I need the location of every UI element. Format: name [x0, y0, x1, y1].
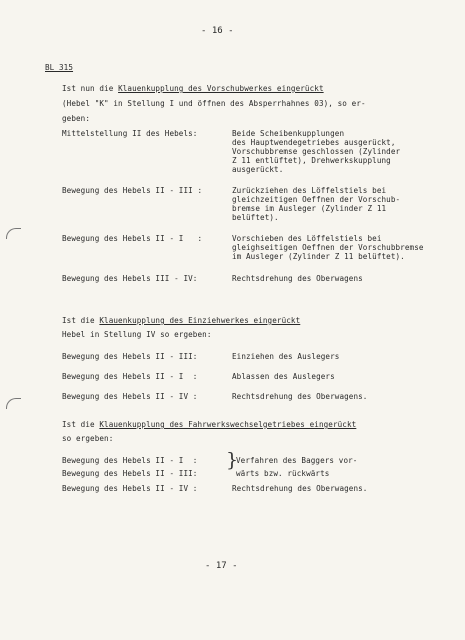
s3-row-2-left: Bewegung des Hebels II - III: — [62, 469, 198, 478]
s1-row-2-left: Bewegung des Hebels II - III : — [62, 186, 203, 195]
s1-row-3-right-3: im Ausleger (Zylinder Z 11 belüftet). — [232, 252, 405, 261]
s2-row-1-left: Bewegung des Hebels II - III: — [62, 352, 198, 361]
curly-brace-icon: } — [226, 449, 239, 471]
section-2-heading-underlined: Klauenkupplung des Einziehwerkes eingerückt — [99, 316, 301, 325]
punch-hole-mark-icon — [6, 398, 21, 409]
s3-row-1-left: Bewegung des Hebels II - I : — [62, 456, 198, 465]
s1-row-1-left: Mittelstellung II des Hebels: — [62, 129, 198, 138]
s1-row-2-right-2: gleichzeitigen Oeffnen der Vorschub- — [232, 195, 401, 204]
section-1-heading-text: Ist nun die — [62, 84, 119, 93]
s1-row-4-left: Bewegung des Hebels III - IV: — [62, 274, 198, 283]
page-number-bottom: - 17 - — [205, 561, 238, 571]
punch-hole-mark-icon — [6, 228, 21, 239]
s3-row-3-right: Rechtsdrehung des Oberwagens. — [232, 484, 368, 493]
s1-row-1-right-1: Beide Scheibenkupplungen — [232, 129, 345, 138]
s2-row-3-right: Rechtsdrehung des Oberwagens. — [232, 392, 368, 401]
s1-row-1-right-5: ausgerückt. — [232, 165, 284, 174]
s1-row-3-right-2: gleighseitigen Oeffnen der Vorschubbremse — [232, 243, 424, 252]
s1-row-1-right-3: Vorschubbremse geschlossen (Zylinder — [232, 147, 401, 156]
s1-row-2-right-3: bremse im Ausleger (Zylinder Z 11 — [232, 204, 387, 213]
s1-row-2-right-1: Zurückziehen des Löffelstiels bei — [232, 186, 387, 195]
section-2-line-2: Hebel in Stellung IV so ergeben: — [62, 330, 212, 339]
s1-row-1-right-2: des Hauptwendegetriebes ausgerückt, — [232, 138, 396, 147]
page-number-top: - 16 - — [201, 26, 234, 36]
s2-row-2-left: Bewegung des Hebels II - I : — [62, 372, 198, 381]
s1-row-4-right-1: Rechtsdrehung des Oberwagens — [232, 274, 363, 283]
s1-row-1-right-4: Z 11 entlüftet), Drehwerkskupplung — [232, 156, 391, 165]
s3-row-3-left: Bewegung des Hebels II - IV : — [62, 484, 198, 493]
section-1-line-3: geben: — [62, 114, 91, 123]
s3-row-1-right: Verfahren des Baggers vor- — [236, 456, 358, 465]
s2-row-2-right: Ablassen des Auslegers — [232, 372, 335, 381]
reference-code: BL 315 — [45, 63, 74, 72]
section-1-heading-underlined: Klauenkupplung des Vorschubwerkes eingerückt — [118, 84, 324, 93]
section-2-heading — [62, 316, 300, 325]
s2-row-1-right: Einziehen des Auslegers — [232, 352, 340, 361]
section-3-line-2: so ergeben: — [62, 434, 114, 443]
s2-row-3-left: Bewegung des Hebels II - IV : — [62, 392, 198, 401]
section-2-heading-text: Ist die — [62, 316, 100, 325]
s3-row-2-right: wärts bzw. rückwärts — [236, 469, 330, 478]
section-1-heading — [62, 84, 324, 93]
section-3-heading-underlined: Klauenkupplung des Fahrwerkswechselgetriebes eingerückt — [99, 420, 357, 429]
s1-row-2-right-4: belüftet). — [232, 213, 279, 222]
section-3-heading-text: Ist die — [62, 420, 100, 429]
section-3-heading — [62, 420, 356, 429]
section-1-line-2: (Hebel "K" in Stellung I und öffnen des Absperrhahnes 03), so er- — [62, 99, 366, 108]
s1-row-3-left: Bewegung des Hebels II - I : — [62, 234, 203, 243]
s1-row-3-right-1: Vorschieben des Löffelstiels bei — [232, 234, 382, 243]
